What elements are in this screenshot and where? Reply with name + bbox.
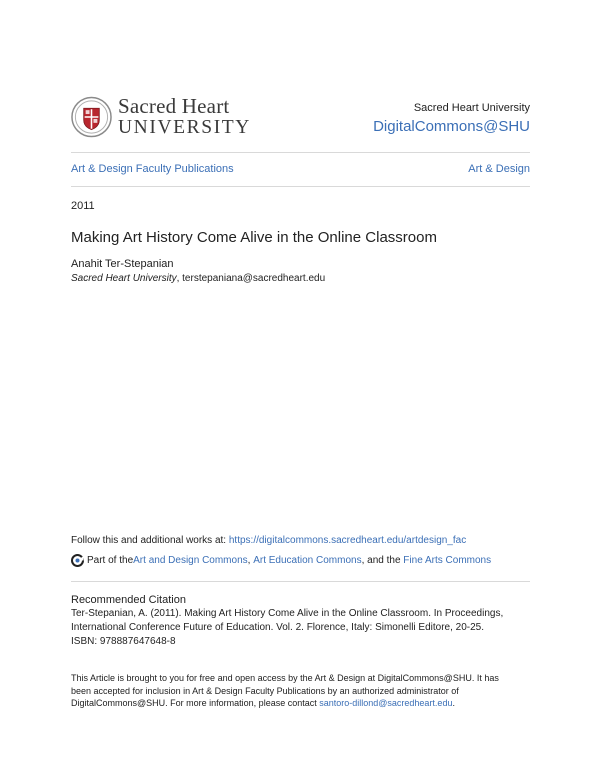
part-of-prefix: Part of the	[87, 555, 134, 566]
university-logo[interactable]	[71, 92, 251, 142]
repository-link[interactable]: DigitalCommons@SHU	[373, 118, 530, 135]
citation-text: Ter-Stepanian, A. (2011). Making Art History Come Alive in the Online Classroom. In Proceedings, International Conference Future of Education. Vol. 2. Florence, Italy: Simonelli Editore, 20-25. ISBN: 978887647648-8	[71, 608, 504, 647]
part-of-line	[71, 554, 491, 567]
part-of-separator: ,	[247, 555, 254, 566]
access-notice	[71, 672, 521, 710]
header	[71, 92, 530, 142]
part-of-separator: , and the	[361, 555, 404, 566]
repository-block	[373, 102, 530, 135]
author-email: , terstepaniana@sacredheart.edu	[176, 273, 326, 284]
contact-email-link[interactable]: santoro-dillond@sacredheart.edu	[319, 698, 453, 708]
author-name: Anahit Ter-Stepanian	[71, 258, 174, 270]
collection-url-link[interactable]: https://digitalcommons.sacredheart.edu/artdesign_fac	[228, 535, 467, 546]
author-affiliation	[71, 273, 325, 284]
department-link[interactable]: Art & Design	[468, 163, 530, 175]
logo-line1: Sacred Heart	[118, 94, 230, 119]
logo-line2: UNIVERSITY	[118, 117, 251, 139]
follow-text: Follow this and additional works at:	[71, 535, 229, 546]
follow-line	[71, 535, 466, 546]
bepress-network-icon	[71, 554, 84, 567]
notice-end: .	[452, 698, 455, 708]
document-title: Making Art History Come Alive in the Online Classroom	[71, 229, 437, 246]
institution-name: Sacred Heart University	[413, 102, 530, 114]
divider	[71, 186, 530, 187]
citation-heading: Recommended Citation	[71, 594, 186, 606]
divider	[71, 152, 530, 153]
collection-link[interactable]: Art & Design Faculty Publications	[71, 163, 234, 175]
affiliation-name: Sacred Heart University	[71, 273, 177, 284]
notice-text: This Article is brought to you for free and open access by the Art & Design at DigitalCommons@SHU. It has been accepted for inclusion in Art & Design Faculty Publications by an authorized administrator of DigitalCommons@SHU. For more information, please contact	[71, 673, 499, 708]
art-education-commons-link[interactable]: Art Education Commons	[253, 555, 362, 566]
publication-year: 2011	[71, 200, 95, 212]
fine-arts-commons-link[interactable]: Fine Arts Commons	[403, 555, 492, 566]
divider	[71, 581, 530, 582]
cover-page	[71, 0, 530, 776]
art-design-commons-link[interactable]: Art and Design Commons	[133, 555, 248, 566]
university-seal-icon	[71, 96, 112, 138]
collection-nav	[71, 163, 530, 175]
